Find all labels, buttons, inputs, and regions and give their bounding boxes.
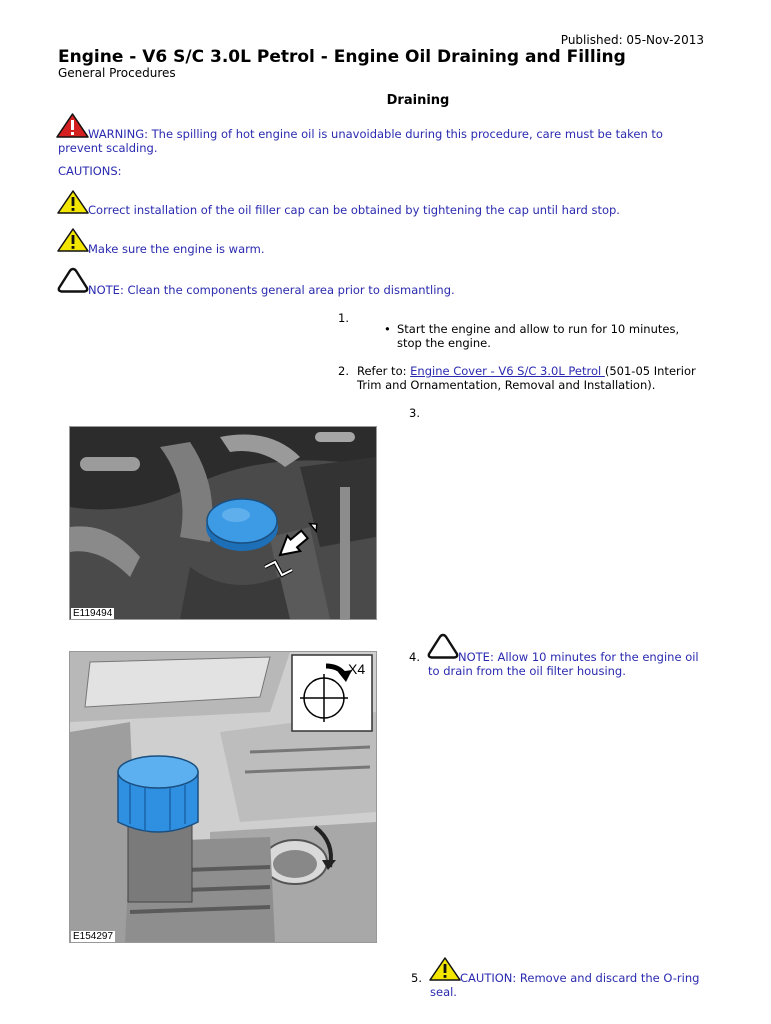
cautions-heading: CAUTIONS: xyxy=(58,164,122,178)
figure-oil-filter xyxy=(69,651,377,943)
step-1-bullet-text: Start the engine and allow to run for 10 minutes, stop the engine. xyxy=(397,322,680,350)
step-2-text xyxy=(357,364,707,392)
figure-1-label: E119494 xyxy=(73,608,113,619)
figure-oil-filler-cap xyxy=(69,426,377,620)
caution-text-2: Make sure the engine is warm. xyxy=(88,242,265,256)
step-4-number: 4. xyxy=(409,650,420,664)
step-2-number: 2. xyxy=(338,364,349,378)
step-2-prefix: Refer to: xyxy=(357,364,411,378)
engine-cover-link[interactable]: Engine Cover - V6 S/C 3.0L Petrol xyxy=(410,364,605,378)
step-1-number: 1. xyxy=(338,311,349,325)
rotation-count: X4 xyxy=(348,661,366,677)
step-3-number: 3. xyxy=(409,406,420,420)
step-2-suffix: (501-05 Interior Trim and Ornamentation, Removal and Installation). xyxy=(357,364,696,392)
page-title: Engine - V6 S/C 3.0L Petrol - Engine Oil Draining and Filling xyxy=(58,47,626,67)
step-5-number: 5. xyxy=(411,971,422,985)
page-subtitle: General Procedures xyxy=(58,66,176,80)
caution-icon xyxy=(57,190,89,214)
engine-illustration-1 xyxy=(70,427,376,619)
warning-text: WARNING: The spilling of hot engine oil is unavoidable during this procedure, care must be taken to prevent scalding. xyxy=(58,127,663,155)
note-icon xyxy=(57,267,89,293)
step-5-text: CAUTION: Remove and discard the O-ring seal. xyxy=(430,971,700,999)
published-date: Published: 05-Nov-2013 xyxy=(560,33,704,47)
step-4-text: NOTE: Allow 10 minutes for the engine oil to drain from the oil filter housing. xyxy=(428,650,699,678)
bullet-dot: • xyxy=(384,322,391,336)
engine-illustration-2 xyxy=(70,652,376,942)
section-title: Draining xyxy=(386,93,450,108)
figure-2-label: E154297 xyxy=(73,931,114,942)
note-text: NOTE: Clean the components general area prior to dismantling. xyxy=(88,283,455,297)
caution-icon xyxy=(57,228,89,252)
caution-text-1: Correct installation of the oil filler cap can be obtained by tightening the cap until hard stop. xyxy=(88,203,620,217)
